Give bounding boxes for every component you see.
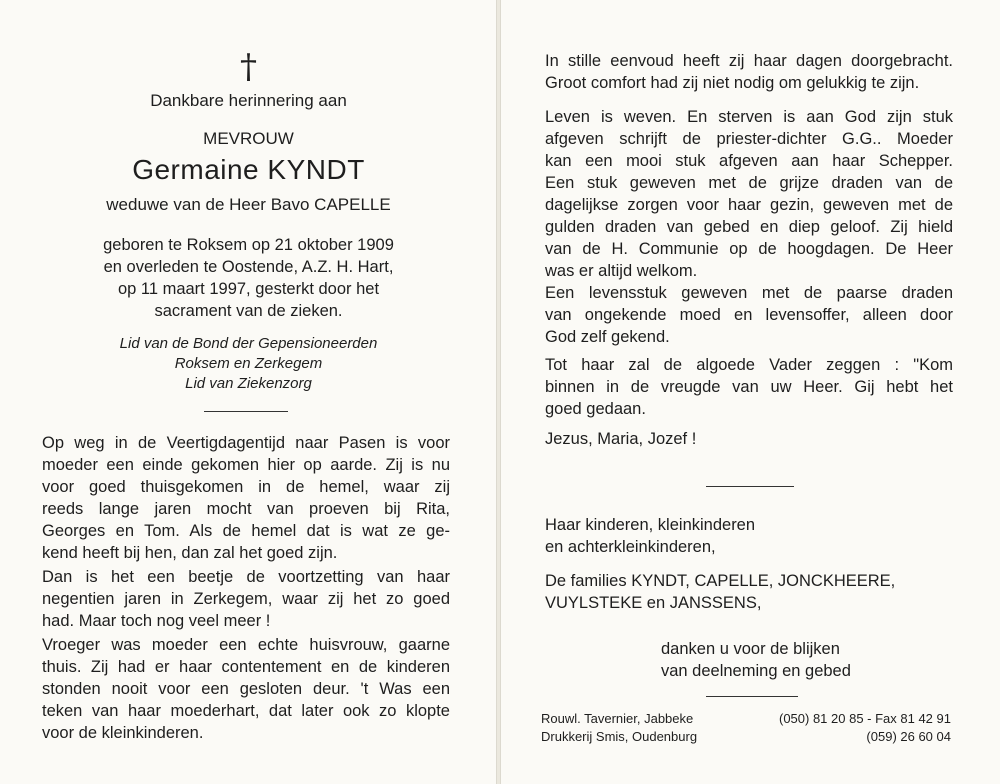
deceased-name: Germaine KYNDT — [132, 154, 365, 185]
text-line: gulden draden van gebed en diep geloof. Zij hield — [545, 218, 953, 236]
membership-line: Lid van Ziekenzorg — [185, 375, 312, 392]
printer-info — [541, 710, 951, 746]
printer-phone: (059) 26 60 04 — [866, 729, 951, 744]
text-line: had. Maar toch nog veel meer ! — [42, 612, 271, 630]
family-line: Haar kinderen, kleinkinderen — [545, 516, 756, 534]
text-line: Een levensstuk geweven met de paarse draden — [545, 284, 953, 302]
family-line: en achterkleinkinderen, — [545, 538, 716, 556]
text-line: afgeven schrijft de priester-dichter G.G.. Moeder — [545, 130, 953, 148]
membership-block — [0, 334, 497, 394]
text-line: goed gedaan. — [545, 400, 646, 418]
family-line: De families KYNDT, CAPELLE, JONCKHEERE, — [545, 572, 896, 590]
text-line: van de H. Communie op de hoogdagen. De Heer — [545, 240, 953, 258]
thanks-line: danken u voor de blijken — [661, 640, 840, 658]
text-line: was er altijd welkom. — [545, 262, 698, 280]
text-line: Georges en Tom. Als de hemel dat is wat ze ge- — [42, 522, 450, 540]
right-paragraph-2 — [545, 106, 953, 282]
text-line: Groot comfort had zij niet nodig om gelukkig te zijn. — [545, 74, 920, 92]
printer-row — [541, 710, 951, 728]
text-line: Op weg in de Veertigdagentijd naar Pasen is voor — [42, 434, 450, 452]
text-line: Leven is weven. En sterven is aan God zijn stuk — [545, 108, 953, 126]
text-line: teken van haar moederhart, dat later ook zo klopte — [42, 702, 450, 720]
cross-icon: † — [240, 47, 257, 87]
birth-death-block — [0, 234, 497, 322]
thanks-line: van deelneming en gebed — [661, 662, 851, 680]
birth-line: geboren te Roksem op 21 oktober 1909 — [103, 236, 394, 254]
text-line: God zelf gekend. — [545, 328, 670, 346]
text-line: Tot haar zal de algoede Vader zeggen : "Kom — [545, 356, 953, 374]
left-paragraph-3 — [42, 634, 450, 744]
text-line: dagelijkse zorgen voor haar gezin, geweven met de — [545, 196, 953, 214]
intro-text: Dankbare herinnering aan — [150, 91, 347, 110]
divider — [706, 486, 794, 487]
birth-line: sacrament van de zieken. — [154, 302, 343, 320]
thanks-block — [661, 638, 851, 682]
left-paragraph-2 — [42, 566, 450, 632]
text-line: kend heeft bij hen, dan zal het goed zijn. — [42, 544, 338, 562]
printer-name: Drukkerij Smis, Oudenburg — [541, 729, 698, 744]
text-line: voor goed thuisgekomen in de hemel, waar zij — [42, 478, 450, 496]
text-line: thuis. Zij had er haar contentement en de kinderen — [42, 658, 450, 676]
family-block-1 — [545, 514, 755, 558]
text-line: kan een mooi stuk afgeven aan haar Schepper. — [545, 152, 953, 170]
text-line: van ongekende moed en levensoffer, alleen door — [545, 306, 953, 324]
right-paragraph-4 — [545, 354, 953, 420]
text-line: Een stuk geweven met de grijze draden van de — [545, 174, 953, 192]
divider — [204, 411, 288, 412]
left-paragraph-1 — [42, 432, 450, 564]
printer-row — [541, 728, 951, 746]
printer-phone: (050) 81 20 85 - Fax 81 42 91 — [778, 711, 951, 726]
text-line: Vroeger was moeder een echte huisvrouw, gaarne — [42, 636, 450, 654]
right-paragraph-3 — [545, 282, 953, 348]
text-line: moeder een einde gekomen hier op aarde. Zij is nu — [42, 456, 450, 474]
right-paragraph-1 — [545, 50, 953, 94]
birth-line: op 11 maart 1997, gesterkt door het — [117, 280, 380, 298]
text-line: reeds lange jaren mocht van proeven bij Rita, — [42, 500, 450, 518]
divider — [706, 696, 798, 697]
text-line: voor de kleinkinderen. — [42, 724, 204, 742]
printer-name: Rouwl. Tavernier, Jabbeke — [541, 711, 694, 726]
title-mevrouw: MEVROUW — [203, 129, 294, 148]
birth-line: en overleden te Oostende, A.Z. H. Hart, — [103, 258, 394, 276]
prayer-text: Jezus, Maria, Jozef ! — [545, 430, 697, 448]
membership-line: Roksem en Zerkegem — [174, 355, 323, 372]
family-line: VUYLSTEKE en JANSSENS, — [545, 594, 762, 612]
text-line: negentien jaren in Zerkegem, waar zij het zo goed — [42, 590, 450, 608]
spouse-text: weduwe van de Heer Bavo CAPELLE — [106, 195, 391, 214]
text-line: In stille eenvoud heeft zij haar dagen doorgebracht. — [545, 52, 953, 70]
text-line: Dan is het een beetje de voortzetting van haar — [42, 568, 450, 586]
text-line: stonden nooit voor een gesloten deur. 't Was een — [42, 680, 450, 698]
membership-line: Lid van de Bond der Gepensioneerden — [119, 335, 378, 352]
family-block-2 — [545, 570, 895, 614]
text-line: binnen in de vreugde van uw Heer. Gij hebt het — [545, 378, 953, 396]
